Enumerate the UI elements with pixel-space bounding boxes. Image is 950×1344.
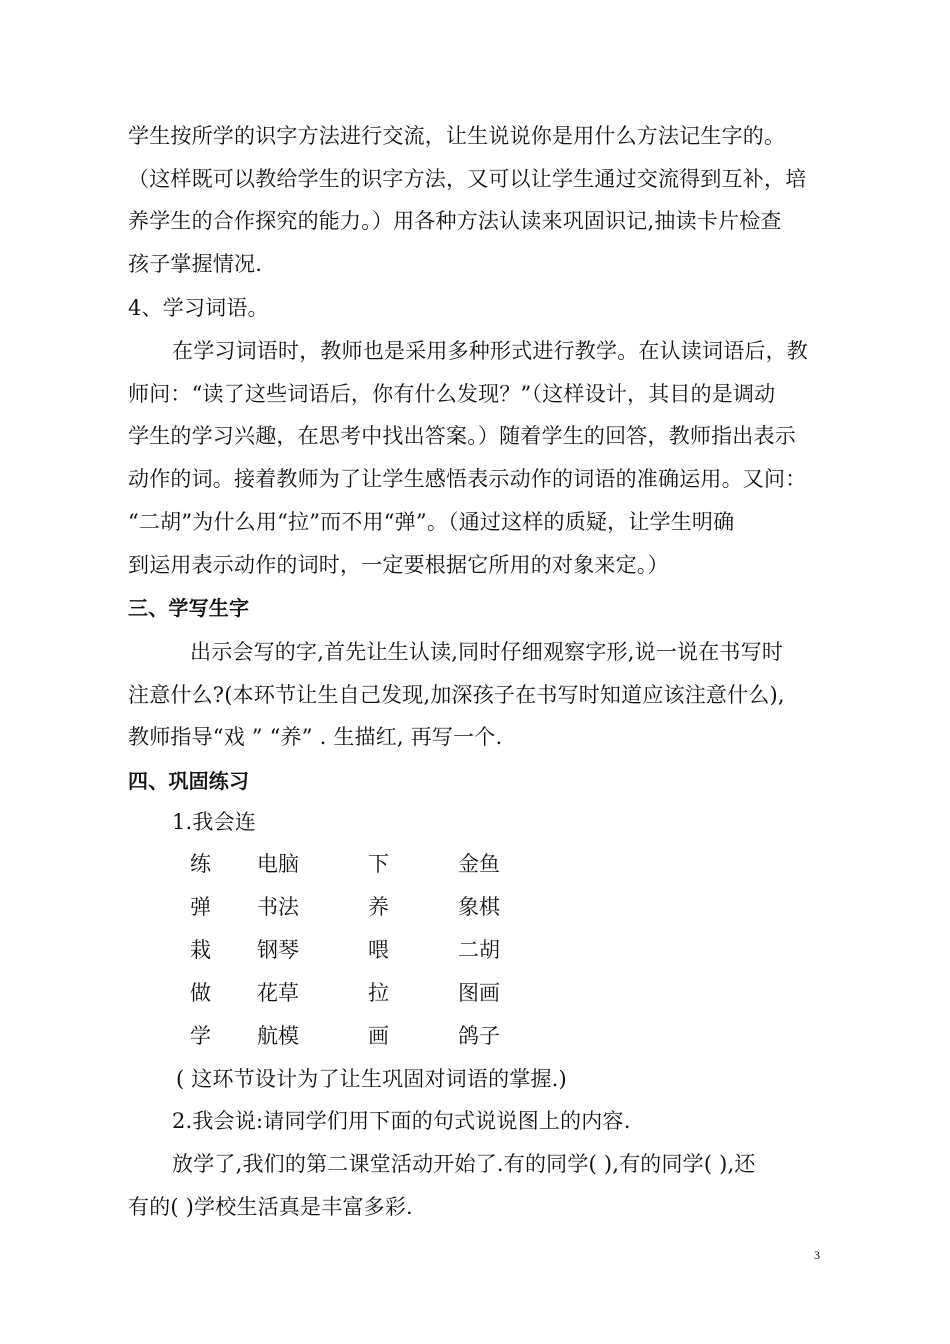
- match-cell: 养: [368, 895, 389, 919]
- match-cell: 练: [190, 852, 211, 876]
- exercise-title: 2.我会说:请同学们用下面的句式说说图上的内容.: [172, 1109, 631, 1133]
- paragraph-line: 学生按所学的识字方法进行交流，让生说说你是用什么方法记生字的。: [128, 124, 786, 148]
- match-cell: 金鱼: [458, 852, 500, 876]
- match-row: [190, 843, 550, 886]
- matching-exercise: [190, 843, 550, 1058]
- match-cell: 栽: [190, 938, 211, 962]
- match-cell: 弹: [190, 895, 211, 919]
- paragraph-line: 养学生的合作探究的能力。）用各种方法认读来巩固识记,抽读卡片检查: [128, 209, 782, 233]
- match-cell: 航模: [257, 1024, 299, 1048]
- match-cell: 图画: [458, 981, 500, 1005]
- match-cell: 书法: [257, 895, 299, 919]
- match-cell: 鸽子: [458, 1024, 500, 1048]
- paragraph-line: 师问：“读了这些词语后，你有什么发现？”（这样设计，其目的是调动: [128, 382, 776, 406]
- match-cell: 电脑: [257, 852, 299, 876]
- match-row: [190, 929, 550, 972]
- match-cell: 二胡: [458, 938, 500, 962]
- paragraph-line: 在学习词语时，教师也是采用多种形式进行教学。在认读词语后，教: [172, 339, 808, 363]
- paragraph-line: 放学了,我们的第二课堂活动开始了.有的同学( ),有的同学( ),还: [172, 1152, 756, 1176]
- paragraph-line: 动作的词。接着教师为了让学生感悟表示动作的词语的准确运用。又问：: [128, 467, 807, 491]
- match-cell: 喂: [368, 938, 389, 962]
- page-number: 3: [814, 1248, 820, 1262]
- paragraph-line: 出示会写的字,首先让生认读,同时仔细观察字形,说一说在书写时: [190, 640, 784, 664]
- section-heading: 三、学写生字: [128, 596, 250, 620]
- note-text: ( 这环节设计为了让生巩固对词语的掌握.): [176, 1067, 567, 1091]
- paragraph-line: “二胡”为什么用“拉”而不用“弹”。（通过这样的质疑，让学生明确: [128, 510, 735, 534]
- match-cell: 钢琴: [257, 938, 299, 962]
- match-cell: 拉: [368, 981, 389, 1005]
- paragraph-line: 到运用表示动作的词时，一定要根据它所用的对象来定。）: [128, 553, 669, 577]
- paragraph-line: 教师指导“戏 ” “养” . 生描红, 再写一个.: [128, 725, 503, 749]
- match-row: [190, 972, 550, 1015]
- list-item-heading: 4、学习词语。: [128, 296, 269, 320]
- match-cell: 画: [368, 1024, 389, 1048]
- match-cell: 象棋: [458, 895, 500, 919]
- paragraph-line: 有的( )学校生活真是丰富多彩.: [128, 1195, 413, 1219]
- paragraph-line: 学生的学习兴趣，在思考中找出答案。）随着学生的回答，教师指出表示: [128, 424, 796, 448]
- paragraph-line: （这样既可以教给学生的识字方法，又可以让学生通过交流得到互补，培: [128, 167, 807, 191]
- match-cell: 做: [190, 981, 211, 1005]
- match-cell: 学: [190, 1024, 211, 1048]
- paragraph-line: 注意什么?(本环节让生自己发现,加深孩子在书写时知道应该注意什么),: [128, 683, 785, 707]
- match-cell: 下: [368, 852, 389, 876]
- match-row: [190, 886, 550, 929]
- match-row: [190, 1015, 550, 1058]
- paragraph-line: 孩子掌握情况.: [128, 252, 263, 276]
- exercise-title: 1.我会连: [172, 810, 257, 834]
- section-heading: 四、巩固练习: [128, 769, 250, 793]
- match-cell: 花草: [257, 981, 299, 1005]
